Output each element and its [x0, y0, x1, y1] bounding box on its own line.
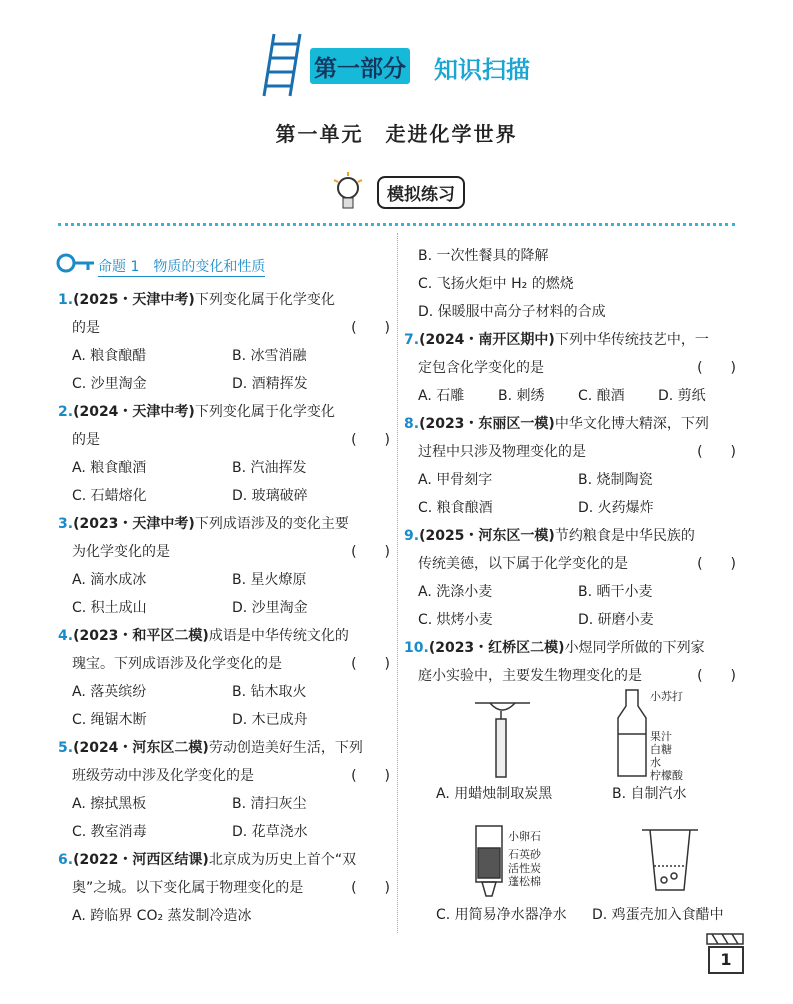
part-label: 第一部分 [310, 48, 410, 84]
answer-blank[interactable]: ( ) [697, 360, 736, 376]
option: B. 一次性餐具的降解 [418, 248, 549, 264]
question-number: 8. [404, 416, 420, 432]
option: D. 研磨小麦 [578, 612, 654, 628]
option: A. 石雕 [418, 388, 465, 404]
option: C. 绳锯木断 [72, 712, 147, 728]
figure-b-label-1: 小苏打 [650, 690, 683, 703]
option: B. 星火燎原 [232, 572, 307, 588]
question-source: (2023・和平区二模) [73, 628, 209, 644]
question-source: (2023・红桥区二模) [428, 640, 565, 656]
question-source: (2023・东丽区一模) [419, 416, 555, 432]
option: A. 甲骨刻字 [418, 472, 493, 488]
question-source: (2024・天津中考) [73, 404, 195, 420]
answer-blank[interactable]: ( ) [351, 768, 390, 784]
question-text: 下列成语涉及的变化主要 [194, 516, 349, 532]
column-divider [397, 233, 398, 933]
option: A. 擦拭黑板 [72, 796, 147, 812]
option: C. 石蜡熔化 [72, 488, 147, 504]
question-text: 班级劳动中涉及化学变化的是 [72, 768, 254, 784]
lightbulb-icon [330, 170, 370, 218]
question-number: 4. [58, 628, 74, 644]
answer-blank[interactable]: ( ) [351, 432, 390, 448]
figure-b-label-3: 白糖 [650, 743, 672, 756]
page-number: 1 [708, 946, 744, 974]
option: C. 积土成山 [72, 600, 147, 616]
question-source: (2023・天津中考) [73, 516, 195, 532]
figure-b-label-2: 果汁 [650, 730, 672, 743]
option: D. 玻璃破碎 [232, 488, 308, 504]
question-number: 10. [404, 640, 429, 656]
figure-d-caption: D. 鸡蛋壳加入食醋中 [592, 907, 724, 923]
beaker-figure [642, 826, 702, 900]
question-text: 节约粮食是中华民族的 [554, 528, 695, 544]
soda-bottle-figure [612, 686, 652, 785]
option: D. 沙里淘金 [232, 600, 308, 616]
question-number: 3. [58, 516, 74, 532]
answer-blank[interactable]: ( ) [697, 668, 736, 684]
question-text: 定包含化学变化的是 [418, 360, 544, 376]
option: C. 粮食酿酒 [418, 500, 493, 516]
right-column [404, 242, 736, 690]
answer-blank[interactable]: ( ) [351, 656, 390, 672]
option: D. 木已成舟 [232, 712, 308, 728]
question-text: 下列变化属于化学变化 [194, 404, 335, 420]
left-column [58, 286, 390, 930]
option: A. 粮食酿醋 [72, 348, 147, 364]
option: B. 清扫灰尘 [232, 796, 307, 812]
figure-c-label-1: 小卵石 [508, 830, 541, 843]
question-source: (2024・南开区期中) [419, 332, 555, 348]
figure-b-label-5: 柠檬酸 [650, 769, 683, 782]
option: D. 保暖服中高分子材料的合成 [418, 304, 606, 320]
answer-blank[interactable]: ( ) [351, 880, 390, 896]
question-source: (2025・天津中考) [73, 292, 195, 308]
option: C. 酿酒 [578, 388, 625, 404]
candle-figure [470, 695, 540, 789]
figure-c-label-3: 活性炭 [508, 862, 541, 875]
question-text: 下列变化属于化学变化 [194, 292, 335, 308]
figure-b-label-4: 水 [650, 756, 661, 769]
question-text: 下列中华传统技艺中，一 [554, 332, 709, 348]
part-title: 知识扫描 [434, 56, 530, 84]
question-source: (2024・河东区二模) [73, 740, 209, 756]
question-number: 9. [404, 528, 420, 544]
option: B. 汽油挥发 [232, 460, 307, 476]
ladder-icon [260, 30, 308, 104]
option: C. 飞扬火炬中 H₂ 的燃烧 [418, 276, 574, 292]
answer-blank[interactable]: ( ) [697, 556, 736, 572]
water-filter-figure [472, 822, 508, 906]
answer-blank[interactable]: ( ) [351, 544, 390, 560]
option: C. 教室消毒 [72, 824, 147, 840]
option: C. 沙里淘金 [72, 376, 147, 392]
question-text: 中华文化博大精深，下列 [554, 416, 709, 432]
key-icon [56, 250, 96, 280]
question-text: 为化学变化的是 [72, 544, 170, 560]
option: B. 钻木取火 [232, 684, 307, 700]
question-number: 2. [58, 404, 74, 420]
question-text: 传统美德，以下属于化学变化的是 [418, 556, 628, 572]
question-text: 奥”之城。以下变化属于物理变化的是 [72, 880, 304, 896]
option: D. 火药爆炸 [578, 500, 654, 516]
option: B. 烧制陶瓷 [578, 472, 653, 488]
option: B. 晒干小麦 [578, 584, 653, 600]
question-number: 7. [404, 332, 420, 348]
figure-a-caption: A. 用蜡烛制取炭黑 [436, 786, 553, 802]
figure-c-label-4: 蓬松棉 [508, 875, 541, 888]
section-badge: 模拟练习 [377, 176, 465, 209]
option: A. 落英缤纷 [72, 684, 147, 700]
option: D. 花草浇水 [232, 824, 308, 840]
question-text: 瑰宝。下列成语涉及化学变化的是 [72, 656, 282, 672]
question-text: 北京成为历史上首个“双 [208, 852, 357, 868]
question-number: 6. [58, 852, 74, 868]
answer-blank[interactable]: ( ) [697, 444, 736, 460]
option: A. 滴水成冰 [72, 572, 147, 588]
question-source: (2022・河西区结课) [73, 852, 209, 868]
question [58, 286, 390, 314]
question-text: 的是 [72, 320, 100, 336]
question-text: 庭小实验中，主要发生物理变化的是 [418, 668, 642, 684]
topic-title: 命题 1 物质的变化和性质 [98, 256, 265, 277]
question-text: 过程中只涉及物理变化的是 [418, 444, 586, 460]
question-number: 1. [58, 292, 74, 308]
option: A. 洗涤小麦 [418, 584, 493, 600]
option: C. 烘烤小麦 [418, 612, 493, 628]
question-text: 劳动创造美好生活，下列 [208, 740, 363, 756]
answer-blank[interactable]: ( ) [351, 320, 390, 336]
question-text: 的是 [72, 432, 100, 448]
option: D. 剪纸 [658, 388, 706, 404]
option: D. 酒精挥发 [232, 376, 308, 392]
question-text: 成语是中华传统文化的 [208, 628, 349, 644]
question-text: 小煜同学所做的下列家 [564, 640, 705, 656]
option: B. 冰雪消融 [232, 348, 307, 364]
question-source: (2025・河东区一模) [419, 528, 555, 544]
option: B. 刺绣 [498, 388, 545, 404]
option: A. 跨临界 CO₂ 蒸发制冷造冰 [72, 908, 252, 924]
figure-c-caption: C. 用简易净水器净水 [436, 907, 567, 923]
option: A. 粮食酿酒 [72, 460, 147, 476]
figure-b-caption: B. 自制汽水 [612, 786, 687, 802]
question-number: 5. [58, 740, 74, 756]
figure-c-label-2: 石英砂 [508, 848, 541, 861]
section-divider [58, 223, 735, 226]
unit-title: 第一单元 走进化学世界 [275, 122, 518, 146]
